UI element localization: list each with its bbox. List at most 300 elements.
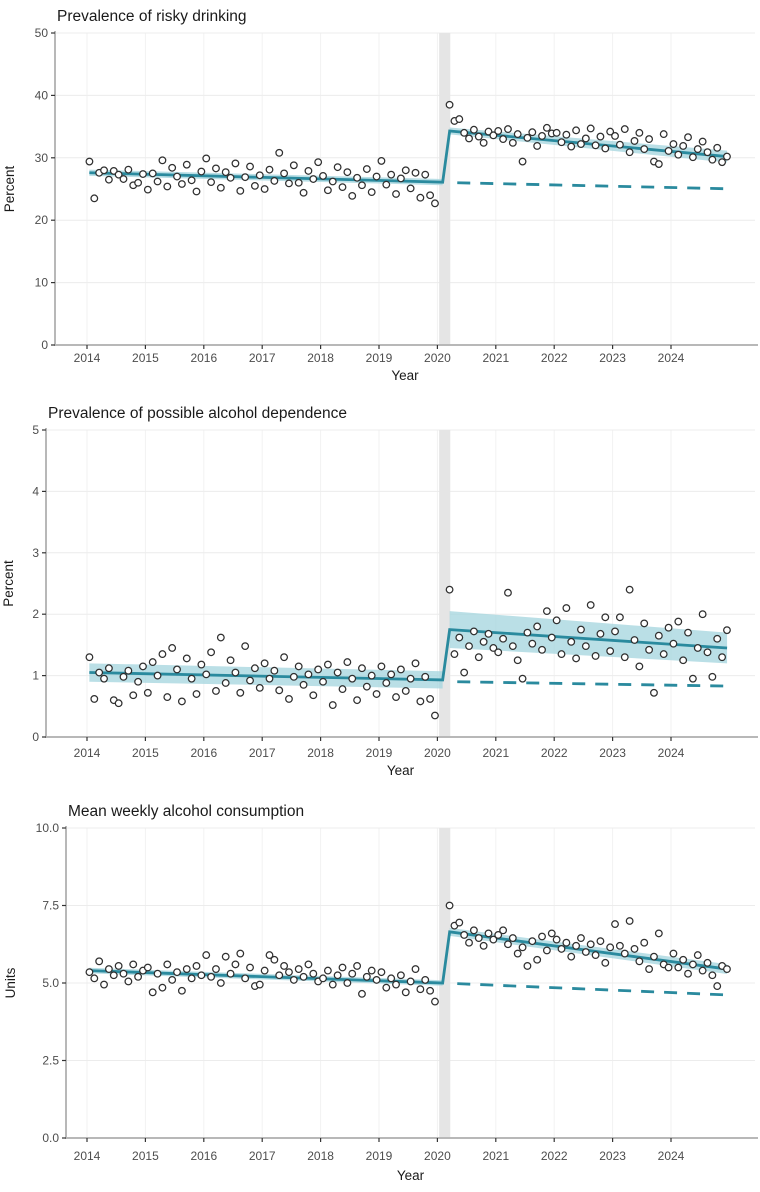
x-tick-label: 2019: [365, 351, 393, 365]
data-point: [227, 657, 234, 664]
data-point: [471, 126, 478, 133]
data-point: [690, 675, 697, 682]
data-point: [461, 130, 468, 137]
x-tick-label: 2018: [307, 746, 334, 760]
data-point: [665, 624, 672, 631]
data-point: [602, 145, 609, 152]
x-tick-label: 2019: [365, 746, 393, 760]
data-point: [724, 966, 731, 973]
data-point: [505, 589, 512, 596]
y-axis-title: Units: [3, 967, 18, 999]
data-point: [349, 193, 356, 200]
data-point: [281, 654, 288, 661]
data-point: [709, 972, 716, 979]
y-tick-label: 0.0: [42, 1131, 59, 1145]
data-point: [592, 653, 599, 660]
data-point: [183, 966, 190, 973]
data-point: [247, 677, 254, 684]
data-point: [407, 185, 414, 192]
data-point: [334, 972, 341, 979]
data-point: [218, 980, 225, 987]
data-point: [592, 142, 599, 149]
x-tick-label: 2017: [248, 746, 276, 760]
data-point: [135, 678, 142, 685]
data-point: [563, 939, 570, 946]
y-tick-label: 20: [34, 213, 48, 228]
data-point: [495, 649, 502, 656]
data-point: [159, 984, 166, 991]
data-point: [398, 666, 405, 673]
data-point: [597, 133, 604, 140]
counterfactual-dashed-line: [457, 984, 723, 995]
data-point: [578, 626, 585, 633]
data-point: [305, 961, 312, 968]
data-point: [675, 618, 682, 625]
data-point: [213, 165, 220, 172]
x-tick-label: 2023: [599, 746, 626, 760]
data-point: [548, 930, 555, 937]
y-tick-label: 0: [41, 338, 48, 352]
data-point: [271, 667, 278, 674]
data-point: [149, 170, 156, 177]
data-point: [685, 134, 692, 141]
data-point: [373, 173, 380, 180]
data-point: [315, 666, 322, 673]
data-point: [329, 178, 336, 185]
data-point: [164, 961, 171, 968]
data-point: [495, 128, 502, 135]
data-point: [252, 665, 259, 672]
data-point: [475, 935, 482, 942]
data-point: [276, 687, 283, 694]
data-point: [612, 133, 619, 140]
x-tick-label: 2014: [73, 746, 101, 760]
data-point: [364, 166, 371, 173]
data-point: [286, 180, 293, 187]
data-point: [402, 167, 409, 174]
plot-layers: [35, 26, 758, 365]
data-point: [417, 986, 424, 993]
data-point: [680, 657, 687, 664]
data-point: [115, 700, 122, 707]
x-tick-label: 2024: [657, 746, 685, 760]
x-tick-label: 2023: [599, 1149, 626, 1163]
data-point: [568, 143, 575, 150]
data-point: [388, 671, 395, 678]
data-point: [694, 146, 701, 153]
data-point: [524, 135, 531, 142]
data-point: [587, 602, 594, 609]
data-point: [519, 675, 526, 682]
data-point: [724, 627, 731, 634]
data-point: [685, 629, 692, 636]
data-point: [670, 141, 677, 148]
data-point: [500, 635, 507, 642]
data-point: [359, 665, 366, 672]
x-tick-label: 2018: [307, 1149, 334, 1163]
data-point: [505, 126, 512, 133]
data-point: [690, 961, 697, 968]
data-point: [198, 661, 205, 668]
confidence-band: [450, 611, 727, 663]
data-point: [621, 950, 628, 957]
y-tick-label: 5: [32, 423, 39, 437]
data-point: [140, 171, 147, 178]
data-point: [300, 189, 307, 196]
y-axis-title: Percent: [2, 165, 17, 213]
data-point: [305, 671, 312, 678]
data-point: [621, 126, 628, 133]
data-point: [617, 141, 624, 148]
chart-title: Mean weekly alcohol consumption: [68, 803, 305, 820]
x-tick-label: 2022: [540, 1149, 568, 1163]
data-point: [446, 586, 453, 593]
data-point: [227, 970, 234, 977]
data-point: [135, 179, 142, 186]
data-point: [96, 669, 103, 676]
data-point: [232, 669, 239, 676]
data-point: [359, 991, 366, 998]
x-tick-label: 2015: [132, 1149, 159, 1163]
data-point: [325, 967, 332, 974]
data-point: [510, 935, 517, 942]
data-point: [631, 138, 638, 145]
data-point: [208, 974, 215, 981]
data-point: [218, 634, 225, 641]
data-point: [626, 918, 633, 925]
data-point: [656, 930, 663, 937]
data-point: [719, 654, 726, 661]
data-point: [344, 659, 351, 666]
data-point: [125, 667, 132, 674]
data-point: [325, 187, 332, 194]
data-point: [276, 150, 283, 157]
data-point: [339, 686, 346, 693]
data-point: [169, 645, 176, 652]
data-point: [704, 149, 711, 156]
data-point: [159, 157, 166, 164]
data-point: [724, 153, 731, 160]
data-point: [378, 663, 385, 670]
data-point: [475, 133, 482, 140]
data-point: [271, 956, 278, 963]
data-point: [519, 158, 526, 165]
data-point: [553, 617, 560, 624]
data-point: [427, 192, 434, 199]
data-point: [295, 179, 302, 186]
data-point: [480, 140, 487, 147]
data-point: [334, 164, 341, 171]
data-point: [704, 960, 711, 967]
data-point: [247, 163, 254, 170]
counterfactual-dashed-line: [457, 682, 723, 686]
data-point: [242, 643, 249, 650]
data-point: [597, 938, 604, 945]
data-point: [680, 143, 687, 150]
data-point: [427, 696, 434, 703]
x-tick-label: 2021: [482, 1149, 510, 1163]
data-point: [281, 170, 288, 177]
data-point: [548, 634, 555, 641]
data-point: [446, 101, 453, 108]
data-point: [193, 963, 200, 970]
data-point: [665, 964, 672, 971]
data-point: [198, 972, 205, 979]
data-point: [641, 939, 648, 946]
x-tick-label: 2023: [599, 351, 626, 365]
data-point: [412, 169, 419, 176]
data-point: [617, 614, 624, 621]
data-point: [534, 623, 541, 630]
data-point: [179, 987, 186, 994]
data-point: [261, 967, 268, 974]
data-point: [213, 688, 220, 695]
data-point: [359, 182, 366, 189]
data-point: [612, 628, 619, 635]
data-point: [159, 651, 166, 658]
data-point: [456, 919, 463, 926]
data-point: [393, 694, 400, 701]
data-point: [145, 964, 152, 971]
data-point: [256, 172, 263, 179]
data-point: [222, 169, 229, 176]
data-point: [286, 696, 293, 703]
data-point: [514, 131, 521, 138]
y-tick-label: 2.5: [42, 1053, 59, 1068]
data-point: [310, 692, 317, 699]
data-point: [368, 672, 375, 679]
data-point: [446, 902, 453, 909]
data-point: [539, 647, 546, 654]
data-point: [432, 712, 439, 719]
data-point: [646, 966, 653, 973]
data-point: [281, 963, 288, 970]
data-point: [378, 969, 385, 976]
chart-title: Prevalence of risky drinking: [57, 8, 247, 25]
data-point: [417, 698, 424, 705]
data-point: [578, 141, 585, 148]
y-tick-label: 0: [32, 730, 39, 744]
data-point: [714, 145, 721, 152]
y-tick-label: 2: [32, 607, 39, 622]
y-tick-label: 5.0: [42, 976, 59, 990]
x-tick-label: 2020: [424, 351, 451, 365]
data-point: [149, 659, 156, 666]
data-point: [208, 179, 215, 186]
data-point: [125, 978, 132, 985]
data-point: [271, 178, 278, 185]
data-point: [407, 978, 414, 985]
data-point: [636, 130, 643, 137]
data-point: [232, 160, 239, 167]
data-point: [291, 674, 298, 681]
data-point: [227, 174, 234, 181]
data-point: [252, 183, 259, 190]
data-point: [636, 958, 643, 965]
data-point: [407, 675, 414, 682]
data-point: [558, 139, 565, 146]
data-point: [573, 655, 580, 662]
data-point: [422, 977, 429, 984]
data-point: [685, 970, 692, 977]
data-point: [398, 175, 405, 182]
data-point: [320, 678, 327, 685]
risky-drinking-plot: [0, 0, 760, 397]
data-point: [412, 660, 419, 667]
data-point: [247, 964, 254, 971]
data-point: [583, 949, 590, 956]
data-point: [617, 943, 624, 950]
y-axis-title: Percent: [1, 560, 16, 607]
data-point: [145, 186, 152, 193]
data-point: [563, 605, 570, 612]
data-point: [125, 166, 132, 173]
data-point: [500, 136, 507, 143]
x-tick-label: 2022: [540, 351, 568, 365]
data-point: [466, 135, 473, 142]
x-tick-label: 2016: [190, 1149, 218, 1163]
data-point: [519, 944, 526, 951]
data-point: [174, 969, 181, 976]
data-point: [709, 156, 716, 163]
data-point: [641, 146, 648, 153]
data-point: [193, 188, 200, 195]
y-tick-label: 1: [32, 668, 39, 683]
data-point: [364, 683, 371, 690]
data-point: [510, 643, 517, 650]
data-point: [665, 148, 672, 155]
data-point: [222, 680, 229, 687]
data-point: [203, 671, 210, 678]
x-tick-label: 2021: [482, 351, 510, 365]
data-point: [354, 697, 361, 704]
data-point: [354, 963, 361, 970]
data-point: [91, 975, 98, 982]
data-point: [524, 629, 531, 636]
data-point: [305, 168, 312, 175]
x-axis-title: Year: [386, 763, 415, 778]
data-point: [694, 952, 701, 959]
data-point: [461, 932, 468, 939]
data-point: [368, 189, 375, 196]
data-point: [471, 927, 478, 934]
y-tick-label: 10.0: [35, 821, 59, 835]
data-point: [193, 691, 200, 698]
data-point: [276, 972, 283, 979]
data-point: [149, 989, 156, 996]
data-point: [641, 620, 648, 627]
x-tick-label: 2016: [190, 746, 218, 760]
data-point: [612, 921, 619, 928]
data-point: [699, 138, 706, 145]
data-point: [621, 654, 628, 661]
data-point: [329, 981, 336, 988]
data-point: [534, 143, 541, 150]
data-point: [412, 966, 419, 973]
data-point: [101, 167, 108, 174]
data-point: [587, 125, 594, 132]
y-tick-label: 10: [34, 275, 48, 290]
data-point: [427, 987, 434, 994]
data-point: [291, 162, 298, 169]
y-tick-label: 40: [34, 88, 48, 103]
data-point: [471, 628, 478, 635]
data-point: [461, 669, 468, 676]
data-point: [670, 950, 677, 957]
data-point: [402, 989, 409, 996]
data-point: [393, 981, 400, 988]
data-point: [699, 611, 706, 618]
data-point: [164, 183, 171, 190]
data-point: [524, 963, 531, 970]
data-point: [422, 171, 429, 178]
data-point: [154, 970, 161, 977]
data-point: [402, 688, 409, 695]
data-point: [222, 953, 229, 960]
data-point: [646, 647, 653, 654]
data-point: [573, 943, 580, 950]
data-point: [169, 977, 176, 984]
data-point: [120, 674, 127, 681]
data-point: [704, 649, 711, 656]
data-point: [680, 956, 687, 963]
data-point: [573, 127, 580, 134]
data-point: [388, 171, 395, 178]
data-point: [368, 967, 375, 974]
data-point: [466, 643, 473, 650]
x-tick-label: 2024: [657, 351, 685, 365]
data-point: [456, 116, 463, 123]
data-point: [86, 158, 93, 165]
data-point: [451, 651, 458, 658]
data-point: [602, 614, 609, 621]
data-point: [218, 184, 225, 191]
data-point: [86, 969, 93, 976]
chart-alcohol-dependence: [0, 397, 760, 794]
x-tick-label: 2017: [248, 1149, 276, 1163]
data-point: [256, 685, 263, 692]
x-tick-label: 2021: [482, 746, 510, 760]
data-point: [646, 136, 653, 143]
data-point: [656, 161, 663, 168]
data-point: [203, 952, 210, 959]
data-point: [130, 961, 137, 968]
data-point: [553, 130, 560, 137]
data-point: [310, 176, 317, 183]
data-point: [334, 669, 341, 676]
data-point: [568, 953, 575, 960]
data-point: [154, 672, 161, 679]
data-point: [529, 938, 536, 945]
data-point: [500, 927, 507, 934]
data-point: [714, 635, 721, 642]
data-point: [261, 660, 268, 667]
data-point: [383, 680, 390, 687]
data-point: [106, 966, 113, 973]
data-point: [115, 963, 122, 970]
y-tick-label: 3: [32, 545, 39, 560]
data-point: [145, 689, 152, 696]
data-point: [373, 977, 380, 984]
data-point: [675, 151, 682, 158]
data-point: [106, 176, 113, 183]
data-point: [174, 666, 181, 673]
data-point: [670, 640, 677, 647]
data-point: [510, 140, 517, 147]
chart-risky-drinking: [0, 0, 760, 397]
data-point: [256, 981, 263, 988]
data-point: [505, 941, 512, 948]
